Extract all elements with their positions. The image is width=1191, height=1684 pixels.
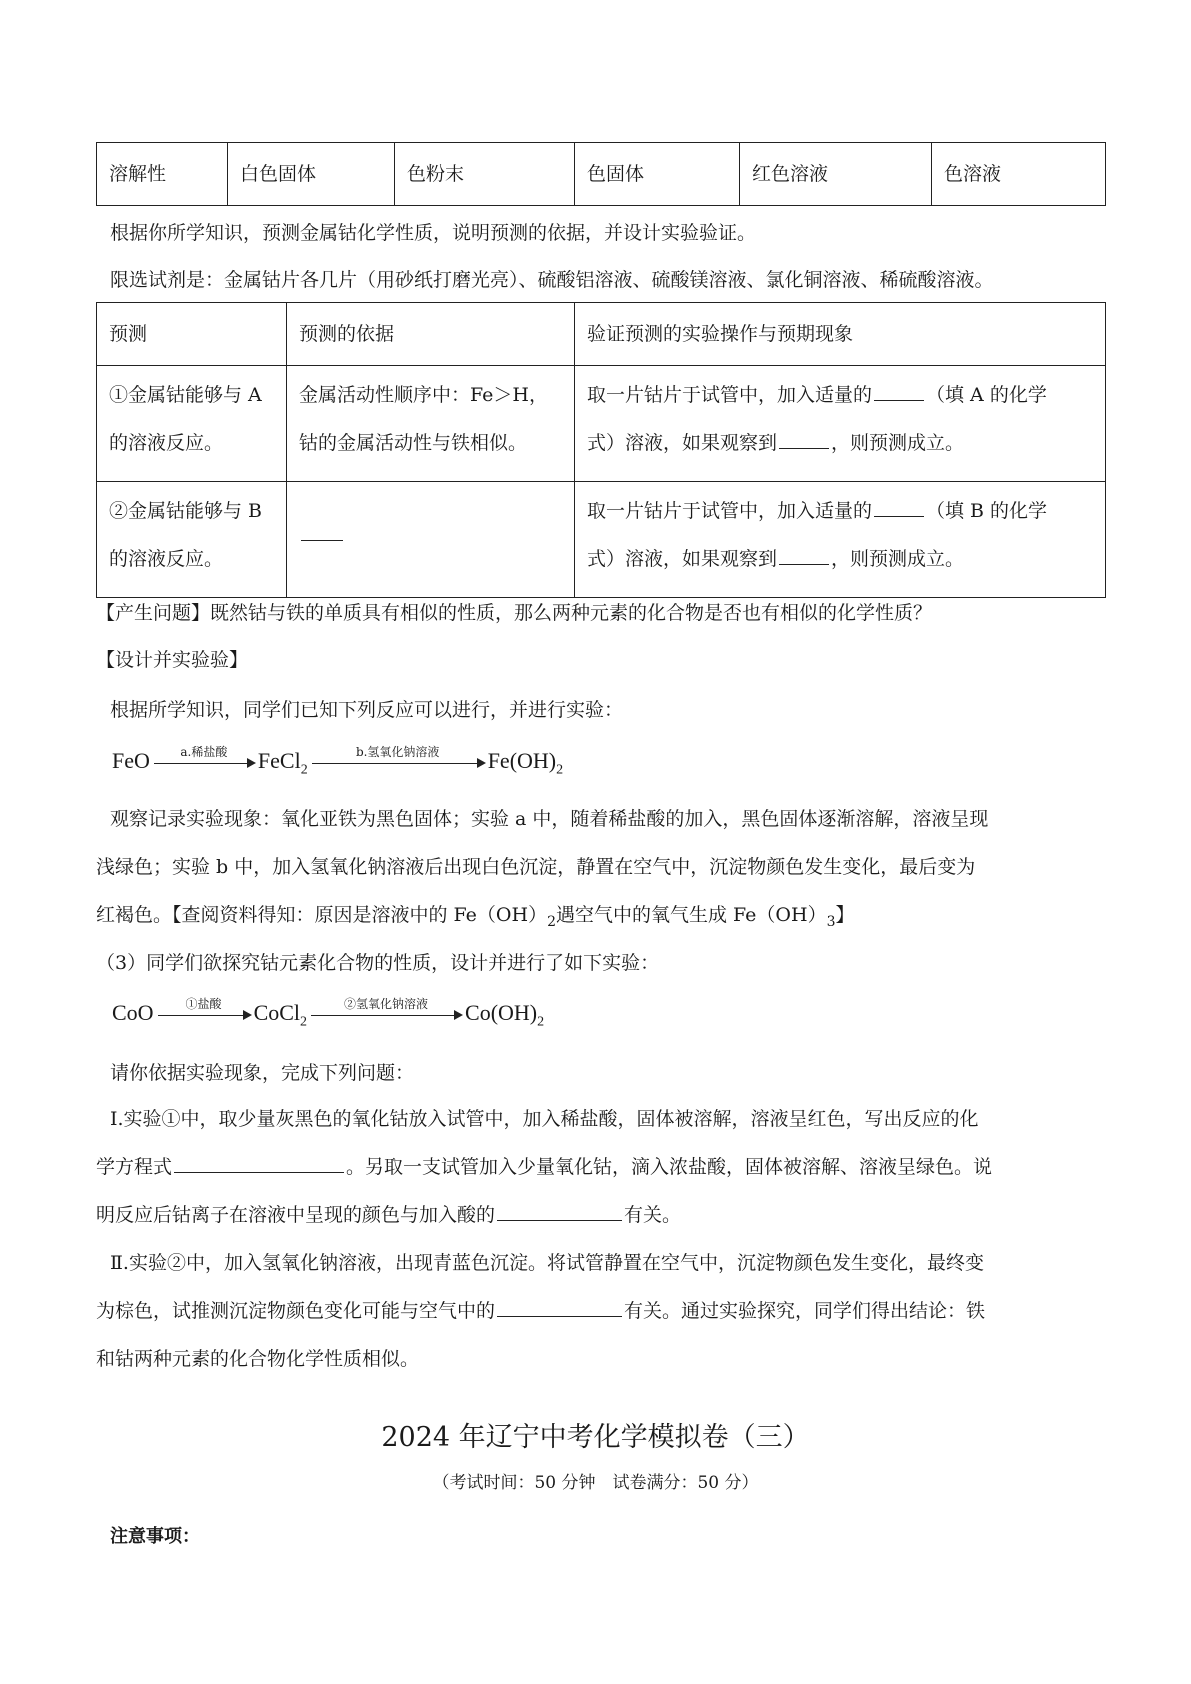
paragraph: 根据你所学知识，预测金属钴化学性质，说明预测的依据，并设计实验验证。 (110, 222, 757, 244)
reaction-arrow (158, 997, 250, 1016)
paragraph: 浅绿色；实验 b 中，加入氢氧化钠溶液后出现白色沉淀，静置在空气中，沉淀物颜色发生变化，最后变为 (96, 856, 976, 878)
cell-line (587, 419, 1093, 467)
paragraph: I.实验①中，取少量灰黑色的氧化钴放入试管中，加入稀盐酸，固体被溶解，溶液呈红色，写出反应的化 (110, 1108, 979, 1130)
paragraph: 请你依据实验现象，完成下列问题： (110, 1062, 415, 1084)
cell-line (587, 487, 1093, 535)
formula: Co(OH) (465, 1000, 538, 1025)
text: 】 (835, 904, 855, 926)
text: ，则预测成立。 (831, 432, 965, 454)
paragraph: 【设计并实验验】 (96, 649, 249, 671)
paragraph: 根据所学知识，同学们已知下列反应可以进行，并进行实验： (110, 699, 624, 721)
text: 式）溶液，如果观察到 (587, 432, 778, 454)
arrow-label: a.稀盐酸 (180, 745, 228, 760)
formula: CoCl (253, 1000, 301, 1025)
text: （填 A 的化学 (926, 384, 1047, 406)
cell-line: 钴的金属活动性与铁相似。 (299, 432, 528, 454)
paragraph: （3）同学们欲探究钴元素化合物的性质，设计并进行了如下实验： (96, 952, 660, 974)
prediction-table (96, 302, 1106, 598)
subscript: 2 (556, 762, 564, 778)
table-cell: 色溶液 (932, 143, 1106, 206)
cell-line (587, 535, 1093, 583)
answer-blank[interactable] (779, 447, 829, 449)
formula: Fe(OH) (487, 748, 557, 773)
arrow-label: ①盐酸 (185, 997, 222, 1012)
subscript: 2 (300, 762, 308, 778)
paragraph: 和钴两种元素的化合物化学性质相似。 (96, 1348, 420, 1370)
answer-blank[interactable] (874, 515, 924, 517)
text: 有关。 (624, 1204, 682, 1226)
answer-blank[interactable] (779, 563, 829, 565)
paragraph (96, 1296, 985, 1323)
table-cell: 色固体 (575, 143, 740, 206)
text: 为棕色，试推测沉淀物颜色变化可能与空气中的 (96, 1300, 496, 1322)
paragraph (96, 1200, 681, 1227)
subscript: 2 (300, 1014, 308, 1030)
formula: FeCl (257, 748, 301, 773)
text: ，则预测成立。 (831, 548, 965, 570)
formula: CoO (112, 1000, 154, 1025)
text: 遇空气中的氧气生成 Fe（OH） (556, 904, 827, 926)
table-cell: 溶解性 (97, 143, 228, 206)
table-header: 验证预测的实验操作与预期现象 (575, 303, 1106, 366)
text: 有关。通过实验探究，同学们得出结论：铁 (624, 1300, 986, 1322)
table-cell: 白色固体 (228, 143, 395, 206)
equation-iron (112, 745, 564, 778)
arrow-label: ②氢氧化钠溶液 (344, 997, 429, 1012)
table-row (97, 482, 1106, 598)
arrow-label: b.氢氧化钠溶液 (355, 745, 440, 760)
table-row (97, 366, 1106, 482)
spacer (299, 487, 562, 511)
paragraph (96, 1152, 992, 1179)
cell-line: ①金属钴能够与 A (109, 384, 262, 406)
exam-subtitle: （考试时间：50 分钟 试卷满分：50 分） (432, 1473, 759, 1493)
exam-title: 2024 年辽宁中考化学模拟卷（三） (381, 1422, 810, 1453)
answer-blank[interactable] (874, 399, 924, 401)
cell-line (299, 511, 562, 559)
table-cell (97, 366, 287, 482)
formula: FeO (112, 748, 150, 773)
table-cell: 色粉末 (395, 143, 575, 206)
answer-blank[interactable] (174, 1171, 344, 1173)
table-cell (575, 366, 1106, 482)
cell-line: 金属活动性顺序中：Fe＞H， (299, 384, 548, 406)
table-cell (287, 366, 575, 482)
paragraph: Ⅱ.实验②中，加入氢氧化钠溶液，出现青蓝色沉淀。将试管静置在空气中，沉淀物颜色发生变化，最终变 (110, 1252, 984, 1274)
text: 式）溶液，如果观察到 (587, 548, 778, 570)
text: （填 B 的化学 (926, 500, 1048, 522)
answer-blank[interactable] (301, 539, 343, 541)
table-row (97, 143, 1106, 206)
cell-line: 的溶液反应。 (109, 548, 224, 570)
paragraph: 限选试剂是：金属钴片各几片（用砂纸打磨光亮）、硫酸铝溶液、硫酸镁溶液、氯化铜溶液、稀硫酸溶液。 (110, 269, 994, 291)
table-header: 预测的依据 (287, 303, 575, 366)
notice-heading: 注意事项： (110, 1526, 200, 1547)
table-cell (575, 482, 1106, 598)
paragraph: 观察记录实验现象：氧化亚铁为黑色固体；实验 a 中，随着稀盐酸的加入，黑色固体逐渐溶解，溶液呈现 (110, 808, 989, 830)
text: 。另取一支试管加入少量氧化钴，滴入浓盐酸，固体被溶解、溶液呈绿色。说 (346, 1156, 993, 1178)
cell-line: 的溶液反应。 (109, 432, 224, 454)
table-cell (97, 482, 287, 598)
subscript: 2 (547, 913, 556, 930)
table-header: 预测 (97, 303, 287, 366)
table-cell (287, 482, 575, 598)
answer-blank[interactable] (497, 1315, 622, 1317)
text: 取一片钴片于试管中，加入适量的 (587, 500, 873, 522)
properties-table (96, 142, 1106, 206)
reaction-arrow (154, 745, 254, 764)
cell-line (587, 371, 1093, 419)
cell-line: ②金属钴能够与 B (109, 500, 263, 522)
reaction-arrow (311, 997, 461, 1016)
equation-cobalt (112, 997, 545, 1030)
reaction-arrow (312, 745, 484, 764)
text: 取一片钴片于试管中，加入适量的 (587, 384, 873, 406)
table-header-row (97, 303, 1106, 366)
subscript: 3 (826, 913, 836, 930)
answer-blank[interactable] (497, 1219, 622, 1221)
paragraph: 【产生问题】既然钴与铁的单质具有相似的性质，那么两种元素的化合物是否也有相似的化学性质？ (96, 602, 933, 624)
table-cell: 红色溶液 (740, 143, 932, 206)
paragraph (96, 900, 855, 930)
text: 学方程式 (96, 1156, 173, 1178)
text: 明反应后钴离子在溶液中呈现的颜色与加入酸的 (96, 1204, 496, 1226)
subscript: 2 (537, 1014, 545, 1030)
text: 红褐色。【查阅资料得知：原因是溶液中的 Fe（OH） (96, 904, 548, 926)
